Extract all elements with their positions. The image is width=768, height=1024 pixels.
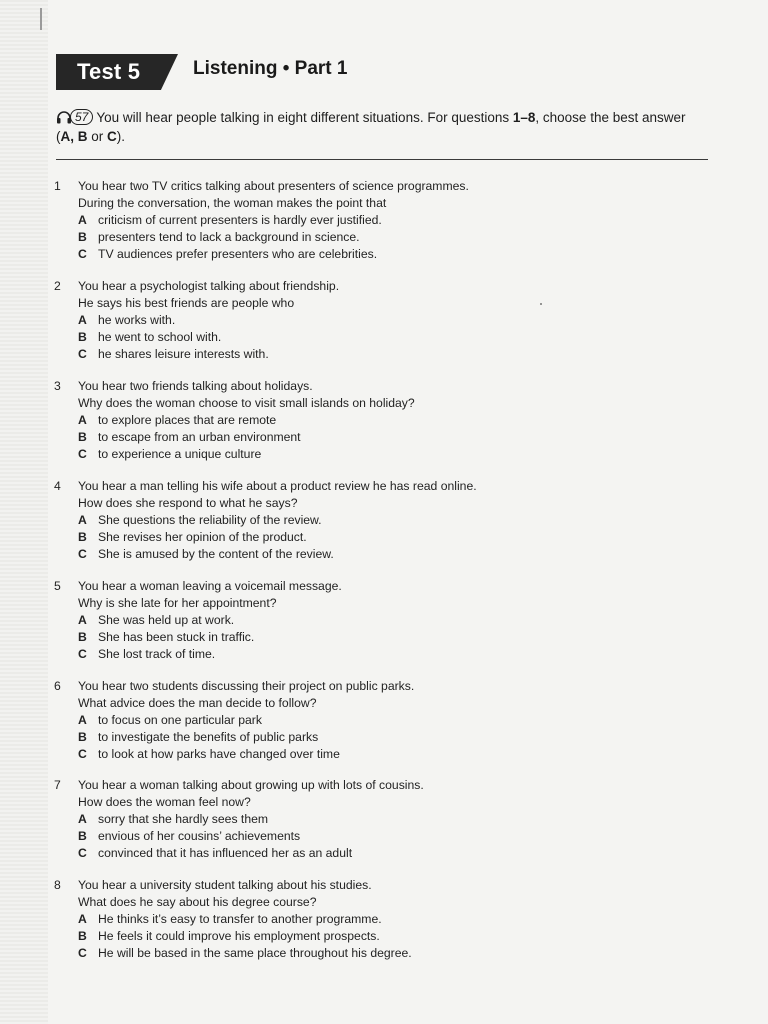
- option-text: She was held up at work.: [98, 613, 235, 627]
- question-stem: During the conversation, the woman makes the point that: [78, 196, 387, 210]
- option-text: convinced that it has influenced her as an adult: [98, 846, 353, 860]
- option-text: to experience a unique culture: [98, 447, 262, 461]
- question-number: 5: [54, 579, 61, 593]
- scan-speck: [540, 303, 542, 305]
- answer-option: [78, 629, 704, 646]
- question-number: 8: [54, 878, 61, 892]
- option-text: he went to school with.: [98, 330, 222, 344]
- question-number: 3: [54, 379, 61, 393]
- answer-comma: ,: [70, 129, 78, 144]
- option-letter: A: [78, 513, 87, 527]
- question-body: [78, 877, 704, 962]
- question-item: [54, 877, 704, 962]
- question-stem: What does he say about his degree course?: [78, 895, 317, 909]
- section-title: Listening • Part 1: [193, 58, 348, 79]
- question-item: [54, 478, 704, 563]
- option-letter: C: [78, 247, 87, 261]
- answer-option: [78, 746, 704, 763]
- answer-option: [78, 212, 704, 229]
- question-stem: How does she respond to what he says?: [78, 496, 298, 510]
- answer-option: [78, 329, 704, 346]
- answer-option: [78, 945, 704, 962]
- option-letter: A: [78, 213, 87, 227]
- question-context: You hear a woman talking about growing up with lots of cousins.: [78, 778, 424, 792]
- option-letter: B: [78, 630, 87, 644]
- answer-option: [78, 529, 704, 546]
- answer-option: [78, 612, 704, 629]
- option-text: to explore places that are remote: [98, 413, 277, 427]
- instructions-text-end: ).: [116, 129, 126, 144]
- answer-option: [78, 845, 704, 862]
- answer-option: [78, 412, 704, 429]
- option-letter: C: [78, 347, 87, 361]
- question-body: [78, 178, 704, 263]
- answer-option: [78, 646, 704, 663]
- option-text: She questions the reliability of the review.: [98, 513, 322, 527]
- option-letter: C: [78, 846, 87, 860]
- answer-option-a: A: [60, 129, 71, 144]
- option-letter: A: [78, 812, 87, 826]
- question-body: [78, 278, 704, 363]
- question-item: [54, 578, 704, 663]
- option-text: to look at how parks have changed over time: [98, 747, 340, 761]
- option-letter: B: [78, 230, 87, 244]
- option-letter: B: [78, 530, 87, 544]
- option-text: TV audiences prefer presenters who are celebrities.: [98, 247, 378, 261]
- question-number: 2: [54, 279, 61, 293]
- question-item: [54, 777, 704, 862]
- option-text: sorry that she hardly sees them: [98, 812, 269, 826]
- answer-option: [78, 729, 704, 746]
- option-letter: C: [78, 447, 87, 461]
- option-text: envious of her cousins’ achievements: [98, 829, 301, 843]
- answer-option: [78, 828, 704, 845]
- answer-option: [78, 512, 704, 529]
- option-text: He will be based in the same place throughout his degree.: [98, 946, 412, 960]
- question-body: [78, 777, 704, 862]
- answer-option: [78, 928, 704, 945]
- question-item: [54, 378, 704, 463]
- question-stem: How does the woman feel now?: [78, 795, 251, 809]
- question-context: You hear a man telling his wife about a product review he has read online.: [78, 479, 477, 493]
- option-letter: C: [78, 647, 87, 661]
- option-letter: A: [78, 613, 87, 627]
- option-text: to investigate the benefits of public parks: [98, 730, 319, 744]
- question-number: 7: [54, 778, 61, 792]
- answer-option-b: B: [77, 129, 88, 144]
- option-letter: A: [78, 713, 87, 727]
- instructions: [56, 108, 706, 146]
- option-letter: B: [78, 829, 87, 843]
- question-number: 1: [54, 179, 61, 193]
- answer-option: [78, 911, 704, 928]
- question-item: [54, 678, 704, 763]
- instructions-text: You will hear people talking in eight different situations. For questions: [96, 110, 513, 125]
- audio-track-badge: [56, 109, 93, 125]
- option-text: She lost track of time.: [98, 647, 216, 661]
- answer-option: [78, 546, 704, 563]
- option-letter: C: [78, 547, 87, 561]
- question-context: You hear two students discussing their project on public parks.: [78, 679, 415, 693]
- answer-or: or: [87, 129, 108, 144]
- page-binding-edge: [0, 0, 48, 1024]
- option-letter: A: [78, 313, 87, 327]
- option-letter: B: [78, 430, 87, 444]
- question-context: You hear a psychologist talking about friendship.: [78, 279, 340, 293]
- question-stem: What advice does the man decide to follow?: [78, 696, 317, 710]
- answer-option: [78, 811, 704, 828]
- option-text: he shares leisure interests with.: [98, 347, 269, 361]
- question-body: [78, 478, 704, 563]
- answer-option: [78, 346, 704, 363]
- option-letter: B: [78, 730, 87, 744]
- answer-option: [78, 429, 704, 446]
- option-text: She revises her opinion of the product.: [98, 530, 307, 544]
- option-text: he works with.: [98, 313, 176, 327]
- option-letter: B: [78, 929, 87, 943]
- question-stem: He says his best friends are people who: [78, 296, 295, 310]
- option-text: He thinks it’s easy to transfer to another programme.: [98, 912, 382, 926]
- option-letter: A: [78, 413, 87, 427]
- question-stem: Why does the woman choose to visit small islands on holiday?: [78, 396, 415, 410]
- question-number: 4: [54, 479, 61, 493]
- question-context: You hear two TV critics talking about presenters of science programmes.: [78, 179, 469, 193]
- option-text: She has been stuck in traffic.: [98, 630, 255, 644]
- answer-option: [78, 229, 704, 246]
- option-letter: B: [78, 330, 87, 344]
- section-divider: [56, 159, 708, 160]
- instructions-text-mid: , choose the best answer (: [56, 110, 686, 144]
- binding-mark: [40, 8, 48, 30]
- question-body: [78, 378, 704, 463]
- question-item: [54, 278, 704, 363]
- question-context: You hear a woman leaving a voicemail message.: [78, 579, 342, 593]
- question-body: [78, 678, 704, 763]
- option-text: presenters tend to lack a background in science.: [98, 230, 360, 244]
- answer-option: [78, 312, 704, 329]
- question-number: 6: [54, 679, 61, 693]
- option-letter: C: [78, 946, 87, 960]
- option-letter: C: [78, 747, 87, 761]
- answer-option-c: C: [107, 129, 117, 144]
- question-item: [54, 178, 704, 263]
- option-letter: A: [78, 912, 87, 926]
- answer-option: [78, 712, 704, 729]
- test-label: Test 5: [77, 59, 141, 84]
- question-context: You hear two friends talking about holidays.: [78, 379, 313, 393]
- question-body: [78, 578, 704, 663]
- option-text: She is amused by the content of the review.: [98, 547, 334, 561]
- answer-option: [78, 446, 704, 463]
- option-text: to escape from an urban environment: [98, 430, 301, 444]
- question-context: You hear a university student talking about his studies.: [78, 878, 372, 892]
- track-number: 57: [70, 109, 93, 125]
- option-text: He feels it could improve his employment prospects.: [98, 929, 380, 943]
- option-text: criticism of current presenters is hardly ever justified.: [98, 213, 382, 227]
- question-stem: Why is she late for her appointment?: [78, 596, 277, 610]
- option-text: to focus on one particular park: [98, 713, 262, 727]
- question-range: 1–8: [512, 110, 536, 125]
- answer-option: [78, 246, 704, 263]
